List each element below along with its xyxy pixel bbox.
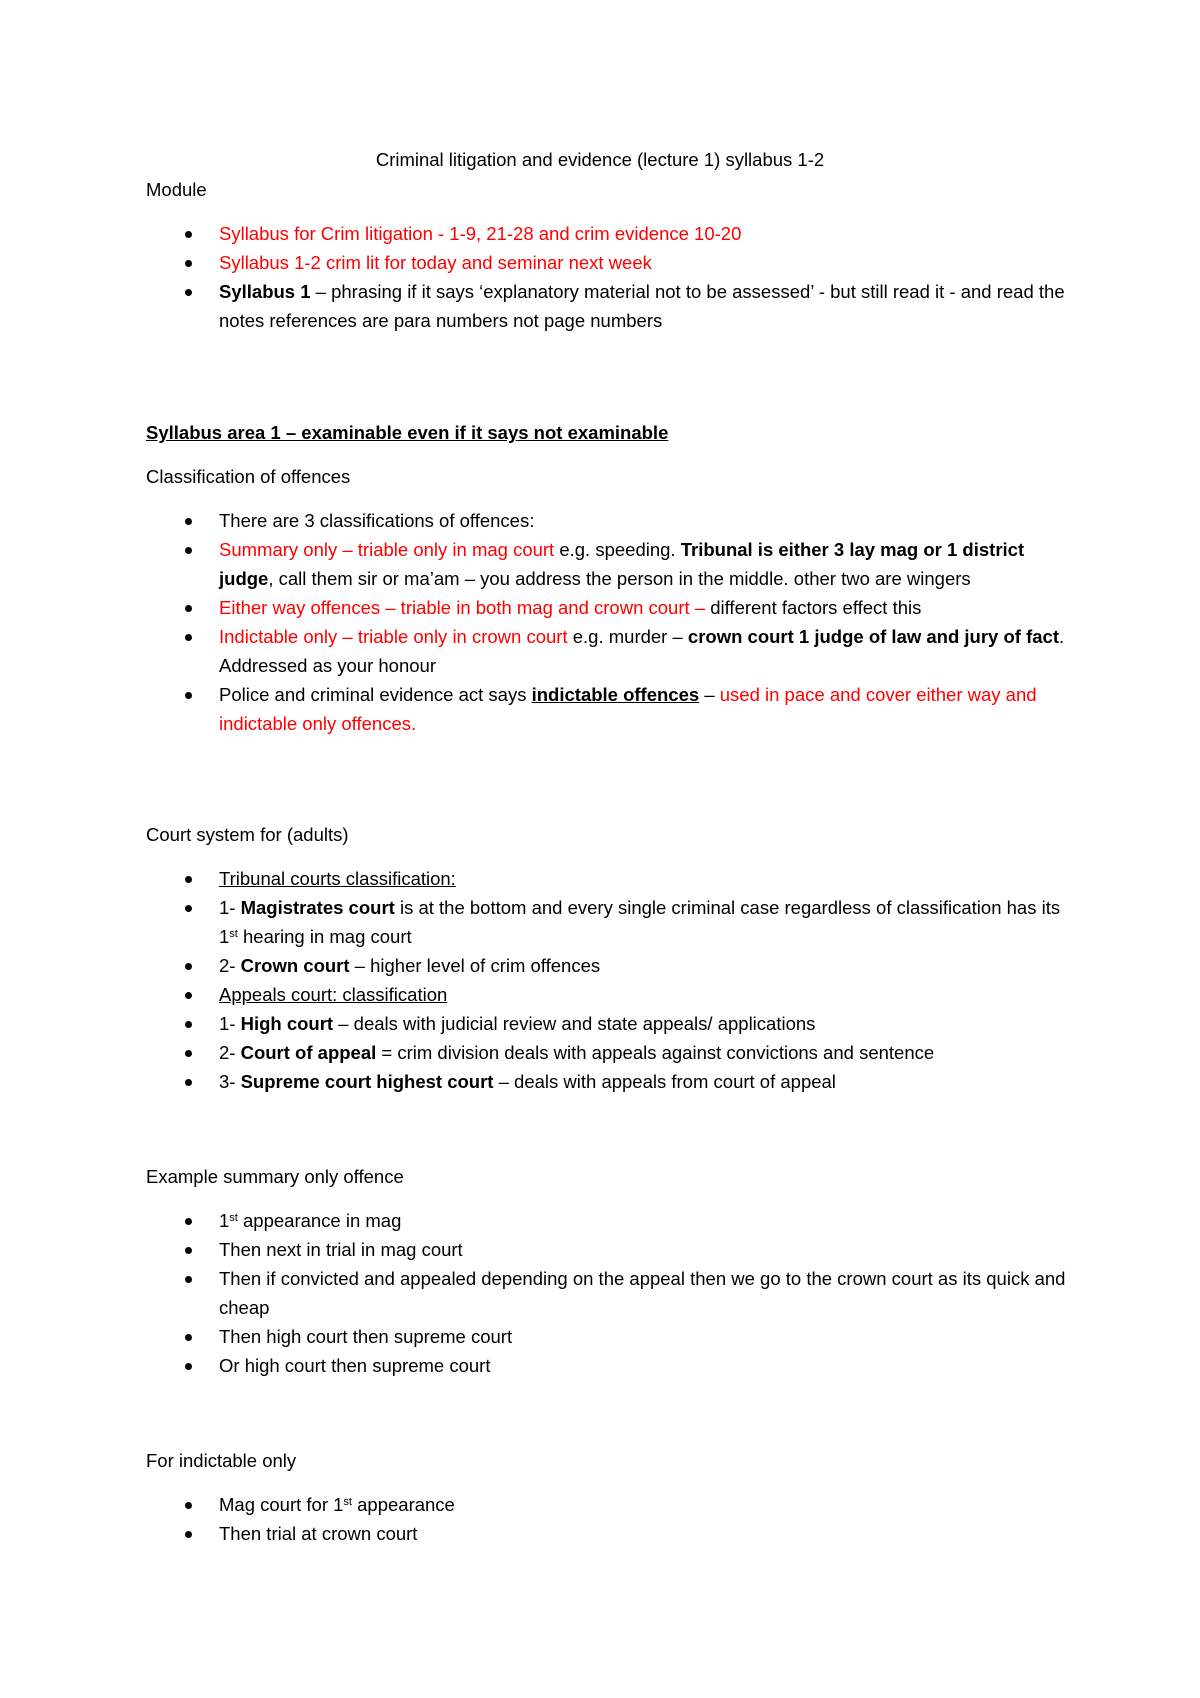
list-item: Tribunal courts classification: (146, 864, 1076, 893)
list-item: 2- Crown court – higher level of crim offences (146, 951, 1076, 980)
court-system-section (146, 820, 1076, 1096)
bullet-icon (185, 992, 192, 999)
bullet-icon (185, 1334, 192, 1341)
list-item: Then if convicted and appealed depending on the appeal then we go to the crown court as its quick and cheap (146, 1264, 1076, 1322)
bullet-icon (185, 547, 192, 554)
list-item: Indictable only – triable only in crown court e.g. murder – crown court 1 judge of law and jury of fact. Addressed as your honour (146, 622, 1076, 680)
list-item: Then high court then supreme court (146, 1322, 1076, 1351)
bullet-icon (185, 1050, 192, 1057)
summary-example-section (146, 1162, 1076, 1380)
bullet-icon (185, 905, 192, 912)
bullet-icon (185, 289, 192, 296)
bullet-icon (185, 1218, 192, 1225)
bullet-icon (185, 1363, 192, 1370)
list-item: Syllabus 1 – phrasing if it says ‘explanatory material not to be assessed’ - but still read it - and read the notes references are para numbers not page numbers (146, 277, 1076, 335)
list-item: Mag court for 1st appearance (146, 1490, 1076, 1519)
module-section (146, 175, 1076, 335)
list-item: Syllabus for Crim litigation - 1-9, 21-28 and crim evidence 10-20 (146, 219, 1076, 248)
bullet-icon (185, 260, 192, 267)
classification-list (146, 506, 1076, 738)
subsection-heading: Classification of offences (146, 466, 351, 487)
bullet-icon (185, 692, 192, 699)
list-item: 2- Court of appeal = crim division deals with appeals against convictions and sentence (146, 1038, 1076, 1067)
bullet-icon (185, 1021, 192, 1028)
list-item: Police and criminal evidence act says indictable offences – used in pace and cover either way and indictable only offences. (146, 680, 1076, 738)
section-heading: For indictable only (146, 1450, 297, 1471)
list-item: 1st appearance in mag (146, 1206, 1076, 1235)
bullet-icon (185, 1247, 192, 1254)
indictable-only-list (146, 1490, 1076, 1548)
court-system-list (146, 864, 1076, 1096)
list-item: Then next in trial in mag court (146, 1235, 1076, 1264)
module-heading: Module (146, 179, 207, 200)
list-item: Either way offences – triable in both mag and crown court – different factors effect this (146, 593, 1076, 622)
list-item: Or high court then supreme court (146, 1351, 1076, 1380)
list-item: Summary only – triable only in mag court e.g. speeding. Tribunal is either 3 lay mag or 1 district judge, call them sir or ma’am – you address the person in the middle. other two are wingers (146, 535, 1076, 593)
bullet-icon (185, 1079, 192, 1086)
indictable-only-section (146, 1446, 1076, 1548)
list-item: Appeals court: classification (146, 980, 1076, 1009)
bullet-icon (185, 1502, 192, 1509)
list-item: 1- Magistrates court is at the bottom and every single criminal case regardless of classification has its 1st hearing in mag court (146, 893, 1076, 951)
bullet-icon (185, 634, 192, 641)
bullet-icon (185, 1531, 192, 1538)
list-item: Syllabus 1-2 crim lit for today and seminar next week (146, 248, 1076, 277)
list-item: 3- Supreme court highest court – deals with appeals from court of appeal (146, 1067, 1076, 1096)
section-heading: Example summary only offence (146, 1166, 404, 1187)
document-title: Criminal litigation and evidence (lecture 1) syllabus 1-2 (375, 149, 825, 170)
bullet-icon (185, 518, 192, 525)
bullet-icon (185, 605, 192, 612)
syllabus-area-1-section (146, 418, 1076, 738)
bullet-icon (185, 231, 192, 238)
section-heading: Syllabus area 1 – examinable even if it says not examinable (146, 422, 669, 443)
module-list (146, 219, 1076, 335)
list-item: 1- High court – deals with judicial review and state appeals/ applications (146, 1009, 1076, 1038)
section-heading: Court system for (adults) (146, 824, 349, 845)
bullet-icon (185, 876, 192, 883)
bullet-icon (185, 1276, 192, 1283)
summary-example-list (146, 1206, 1076, 1380)
list-item: Then trial at crown court (146, 1519, 1076, 1548)
list-item: There are 3 classifications of offences: (146, 506, 1076, 535)
bullet-icon (185, 963, 192, 970)
